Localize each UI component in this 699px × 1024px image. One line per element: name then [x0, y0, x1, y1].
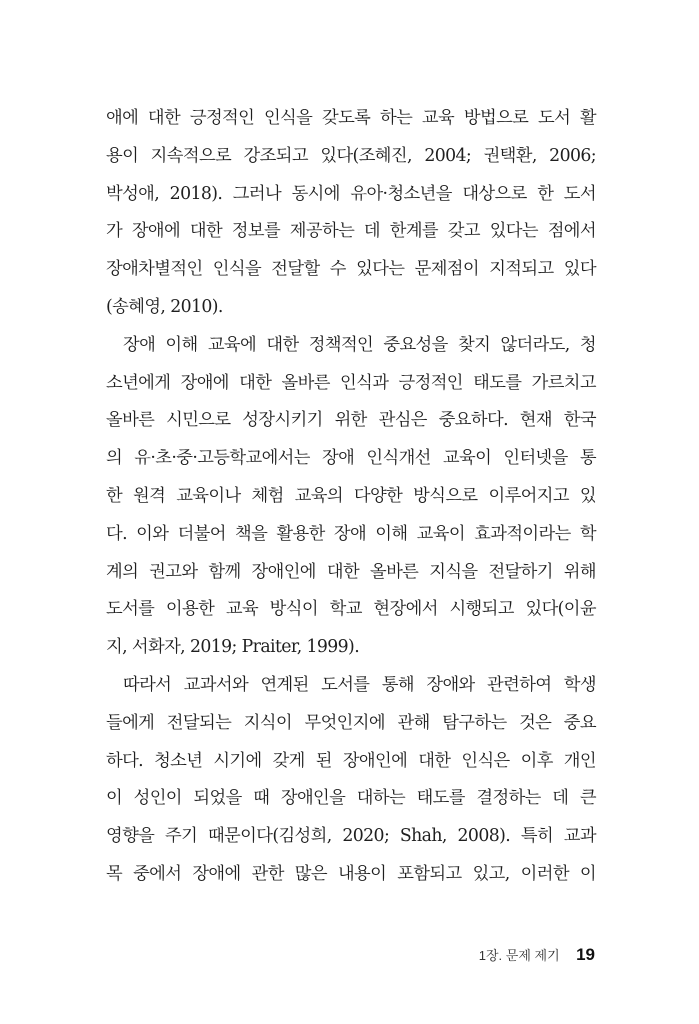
text-line: (송혜영, 2010). — [106, 296, 223, 317]
text-line: 목 중에서 장애에 관한 많은 내용이 포함되고 있고, 이러한 이 — [106, 863, 596, 884]
text-line: 따라서 교과서와 연계된 도서를 통해 장애와 관련하여 학생 — [123, 674, 596, 695]
text-line: 장애 이해 교육에 대한 정책적인 중요성을 찾지 않더라도, 청 — [123, 334, 596, 355]
text-line: 도서를 이용한 교육 방식이 학교 현장에서 시행되고 있다(이윤 — [106, 599, 596, 620]
text-line: 애에 대한 긍정적인 인식을 갖도록 하는 교육 방법으로 도서 활 — [106, 108, 596, 128]
running-footer-chapter: 1장. 문제 제기 — [478, 948, 560, 963]
text-line: 계의 권고와 함께 장애인에 대한 올바른 지식을 전달하기 위해 — [106, 561, 596, 582]
page-number: 19 — [576, 945, 595, 964]
text-line: 이 성인이 되었을 때 장애인을 대하는 태도를 결정하는 데 큰 — [106, 788, 596, 809]
paragraph — [106, 100, 596, 327]
page-footer — [479, 945, 595, 965]
paragraph — [106, 327, 596, 667]
text-line: 소년에게 장애에 대한 올바른 인식과 긍정적인 태도를 가르치고 — [106, 372, 596, 393]
body-text — [106, 100, 596, 894]
text-line: 올바른 시민으로 성장시키기 위한 관심은 중요하다. 현재 한국 — [106, 410, 596, 431]
text-line: 박성애, 2018). 그러나 동시에 유아·청소년을 대상으로 한 도서 — [106, 183, 596, 204]
text-line: 의 유·초·중·고등학교에서는 장애 인식개선 교육이 인터넷을 통 — [106, 448, 596, 469]
text-line: 영향을 주기 때문이다(김성희, 2020; Shah, 2008). 특히 교과 — [106, 826, 596, 847]
text-line: 한 원격 교육이나 체험 교육의 다양한 방식으로 이루어지고 있 — [106, 485, 596, 506]
text-line: 다. 이와 더불어 책을 활용한 장애 이해 교육이 효과적이라는 학 — [106, 523, 596, 544]
text-line: 지, 서화자, 2019; Praiter, 1999). — [106, 637, 360, 658]
text-line: 용이 지속적으로 강조되고 있다(조혜진, 2004; 권택환, 2006; — [106, 145, 596, 166]
paragraph — [106, 667, 596, 894]
text-line: 가 장애에 대한 정보를 제공하는 데 한계를 갖고 있다는 점에서 — [106, 221, 596, 242]
text-line: 들에게 전달되는 지식이 무엇인지에 관해 탐구하는 것은 중요 — [106, 712, 596, 733]
text-line: 장애차별적인 인식을 전달할 수 있다는 문제점이 지적되고 있다 — [106, 259, 596, 280]
text-line: 하다. 청소년 시기에 갖게 된 장애인에 대한 인식은 이후 개인 — [106, 750, 596, 771]
